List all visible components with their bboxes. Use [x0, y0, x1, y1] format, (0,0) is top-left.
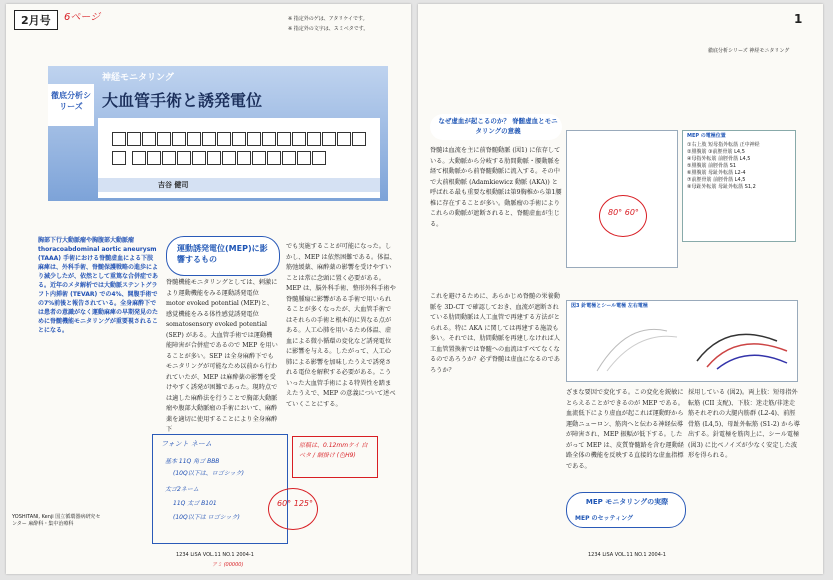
series-badge: 徹底分析シリーズ — [48, 84, 94, 126]
table-row: ⑥腓腹筋 母趾外転筋 L2-4 — [687, 170, 746, 176]
body-column-1: 脊髄機能モニタリングとしては、刺激により運動機能をみる運動誘発電位 motor evoked potential (MEP)と、感覚機能をみる体性感覚誘発電位 somatosensory evoked potential (SEP) がある。大血管手術では運動機能障害が合併症であるので MEP を用いることが多い。SEP は全身麻酔下でもモニタリングが可能なため以前から行われていたが、MEP は麻酔薬の影響を受けやすく誘発が困難であった。現時点では適した麻酔法を行うことで胸部大動脈瘤や腹部大動脈瘤の手術において、麻酔薬を適切に使用することにより全身麻酔下 — [166, 279, 278, 433]
page-number: 1 — [794, 12, 803, 26]
section-heading: 運動誘発電位(MEP)に影響するもの — [177, 244, 268, 264]
font-spec-line-5: (10Q以下は ロゴシック) — [173, 514, 240, 521]
electrode-wires — [567, 301, 797, 381]
series-header: 徹底分析シリーズ 神経モニタリング — [708, 48, 790, 54]
font-spec-box — [152, 434, 288, 544]
figure-angle-circle — [599, 195, 647, 237]
table-row: ⑤腓腹筋 前脛骨筋 S1 — [687, 163, 737, 169]
section2-heading-frame — [566, 492, 686, 528]
table-row: ⑧母趾外転筋 母趾外転筋 S1,2 — [687, 184, 756, 190]
angle-circle — [268, 488, 318, 530]
sub-heading: MEP のセッティング — [575, 515, 633, 522]
right-page — [418, 4, 823, 574]
section2-heading: MEP モニタリングの実際 — [585, 498, 669, 506]
font-spec-title: フォント ネーム — [161, 440, 212, 448]
right-column-2: ざまな要因で変化する。この変化を鋭敏にとらえることができるのが MEP である。血流低下により虚血が起これば運動野から運動ニューロン、筋肉へと伝わる神経伝導が障害され、MEP 振幅が低下する。したがって MEP は、皮質脊髄路を含む運動経路全体の機能を反映する直接的な虚血指標である。 — [566, 389, 684, 470]
right-column-3: 採用している (図2)。両上肢：短母指外転筋 (CII 支配)、下肢：迷走筋/非迷走筋それぞれの大腿内筋群 (L2-4)、前脛骨筋 (L4,5)、母趾外転筋 (S1-2) から導出する。針電極を筋肉上に、シール電極 (図3) に比べノイズが少なく安定した波形を得られる。 — [688, 389, 800, 459]
angle-circle-text: 60° 125° — [277, 499, 313, 508]
author-affiliation-text: YOSHITANI, Kenji 国立循環器病研究センター 麻酔科・集中治療科 — [12, 514, 101, 527]
table-title: MEP の電極位置 — [687, 133, 726, 139]
pink-note: アミ (00000) — [212, 562, 244, 568]
font-spec-line-1: 基本 11Q 角ゴ BBB — [165, 458, 220, 465]
section1-heading-frame — [430, 114, 562, 140]
photo-caption: 図3 針電極とシール電極 左右電極 — [571, 303, 648, 309]
footer-left: 1234 LiSA VOL.11 NO.1 2004-1 — [176, 552, 254, 558]
author-name: 吉谷 健司 — [158, 181, 189, 189]
intro-text: 胸部下行大動脈瘤や胸腹部大動脈瘤 thoracoabdominal aortic aneurysm (TAAA) 手術における脊髄虚血による下肢麻痺は、外科手術、脊髄保護戦略の進歩により減少したが、依然として重篤な合併症である。近年のメタ解析では大動脈ステントグラフト内挿術 (TEVAR) での4%、開腹手術での7%前後と報告されている。全身麻酔下では患者の意識がなく運動麻痺の早期発見のために脊髄機能モニタリングが重要視されることになる。 — [38, 237, 159, 334]
table-row: ①右上肢 短母指外転筋 正中神経 — [687, 142, 760, 148]
table-row: ②腓腹筋 ③前脛骨筋 L4,5 — [687, 149, 745, 155]
body-column-2: でも実施することが可能になった。しかし、MEP は依然困難である。体温、筋弛緩薬、麻酔薬の影響を受けやすいことは常に念頭に置く必要がある。MEP は、脳外科手術、整形外科手術や脊髄腫瘍に影響がある手術で用いられることが多くなったが、大血管手術ではそれらの手術と根本的に異なる点がある。人工心肺を用いるため体温、虚血による微小循環の変化など誘発電位に影響を与える。したがって、人工心肺による影響を加味したうえで誘発される電位を解釈する必要がある。こういった大血管手術による特異性を踏まえたうえで、MEP の意義について述べていくことにする。 — [286, 243, 396, 408]
font-spec-line-3: 太ゴ2ネーム — [165, 486, 199, 493]
placeholder-grid — [112, 132, 372, 170]
main-title: 大血管手術と誘発電位 — [102, 91, 263, 110]
month-label: 2月号 — [14, 10, 58, 30]
title-box — [98, 118, 380, 198]
left-page — [6, 4, 411, 574]
banner-title: 神経モニタリング — [102, 73, 174, 83]
section-heading-frame — [166, 236, 280, 276]
header-note-2: ※ 指定外の文字は、スミベタです。 — [288, 26, 369, 32]
author-affiliation — [12, 514, 104, 528]
font-spec-line-4: 11Q 太ゴ B101 — [173, 500, 217, 507]
page-note: 6ページ — [64, 12, 101, 23]
figure-1 — [566, 130, 678, 268]
author-bar — [98, 178, 380, 192]
header-note-1: ※ 指定外のゲは、アタリケイです。 — [288, 16, 368, 22]
right-column-1b: これを避けるために、あらかじめ脊髄の栄養動脈を 3D-CT で確認しておき、血流が遮断されている肋間動脈は人工血管で再建する方法がとられる。特に AKA に関しては再建する施設も多い。それでは、肋間動脈を再建しなければ人工血管置換術では脊髄への血流はすべてなくなるのであろうか？必ず脊髄は虚血になるのであろうか？ — [430, 293, 560, 374]
table-row: ④母指外転筋 前脛骨筋 L4,5 — [687, 156, 751, 162]
color-spec-box — [292, 436, 378, 478]
electrode-table — [682, 130, 796, 242]
footer-right: 1234 LiSA VOL.11 NO.1 2004-1 — [588, 552, 666, 558]
right-column-1a: 脊髄は血流を主に前脊髄動脈 (図1) に依存している。大動脈から分岐する肋間動脈・腰動脈を経て根動脈から前脊髄動脈に流入する。その中で大前根動脈 (Adamkiewicz 動脈 (AKA)) と呼ばれる最も重要な根動脈は第9胸椎から第1腰椎に存在することが多い。動脈瘤の手術によりこれらの動脈が遮断されると、脊髄虚血が生じる。 — [430, 147, 562, 228]
section1-heading: なぜ虚血が起こるのか？ 脊髄虚血とモニタリングの意義 — [438, 117, 558, 135]
figure-angle-text: 80° 60° — [608, 208, 639, 217]
font-spec-line-2: (10Q以下は、ロゴシック) — [173, 470, 244, 477]
electrode-photo — [566, 300, 798, 382]
title-banner — [48, 66, 388, 201]
color-spec-text: 原稿は、0.12mmケイ 白ベタ / 網掛け (色H9) — [299, 442, 368, 459]
table-row: ⑦前脛骨筋 前脛骨筋 L4,5 — [687, 177, 746, 183]
